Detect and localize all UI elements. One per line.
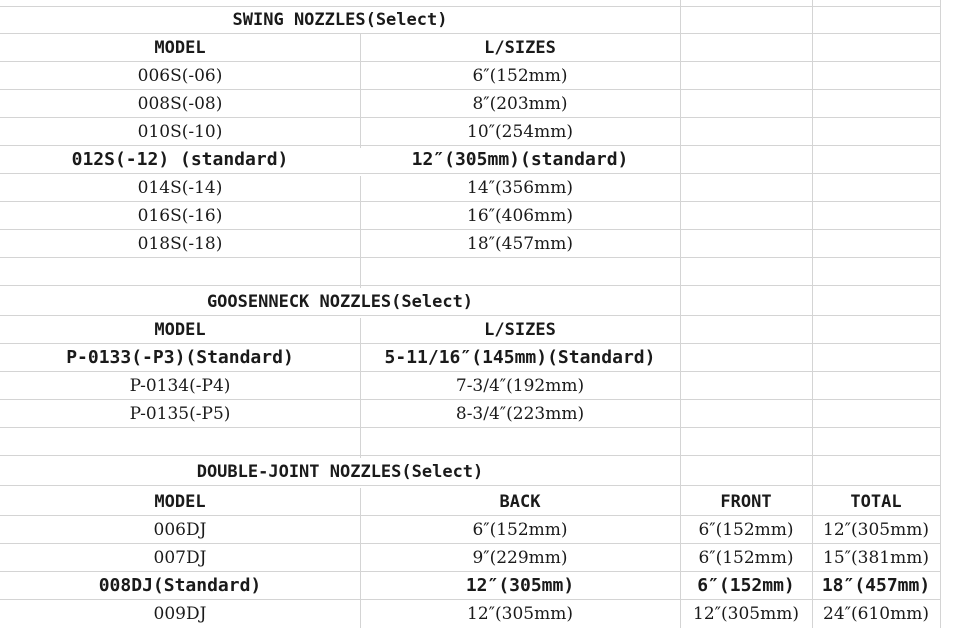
size-cell: 7-3/4″(192mm) [455, 375, 585, 396]
gooseneck-header-row [0, 316, 940, 344]
swing-title: SWING NOZZLES(Select) [232, 9, 448, 30]
model-cell: 006S(-06) [137, 65, 223, 86]
model-cell: 010S(-10) [137, 121, 223, 142]
model-cell: P-0134(-P4) [129, 375, 231, 396]
table-row [0, 372, 940, 400]
table-row-standard [0, 146, 940, 174]
size-cell: 8″(203mm) [472, 93, 568, 114]
table-row [0, 230, 940, 258]
swing-header-model: MODEL [154, 37, 206, 58]
table-row [0, 174, 940, 202]
size-cell: 6″(152mm) [472, 65, 568, 86]
gooseneck-header-model: MODEL [154, 319, 206, 340]
back-cell: 12″(305mm) [465, 575, 575, 596]
dj-header-front: FRONT [720, 491, 772, 512]
table-row [0, 544, 940, 572]
total-cell: 18″(457mm) [821, 575, 931, 596]
total-cell: 15″(381mm) [823, 547, 929, 568]
grid-line [940, 0, 941, 628]
model-cell: 007DJ [153, 547, 207, 568]
swing-header-size: L/SIZES [484, 37, 556, 58]
model-cell: P-0135(-P5) [129, 403, 231, 424]
spacer-row [0, 258, 940, 286]
total-cell: 12″(305mm) [823, 519, 929, 540]
double-joint-title-row [0, 458, 940, 486]
model-cell: P-0133(-P3)(Standard) [66, 347, 294, 368]
gooseneck-header-size: L/SIZES [484, 319, 556, 340]
swing-title-row [0, 6, 940, 34]
model-cell: 018S(-18) [137, 233, 223, 254]
table-row [0, 400, 940, 428]
table-row [0, 600, 940, 628]
front-cell: 6″(152mm) [698, 519, 794, 540]
model-cell: 009DJ [153, 604, 207, 624]
dj-header-total: TOTAL [850, 491, 902, 512]
table-row [0, 62, 940, 90]
back-cell: 6″(152mm) [472, 519, 568, 540]
model-cell: 012S(-12) (standard) [71, 149, 289, 170]
front-cell: 6″(152mm) [698, 547, 794, 568]
model-cell: 006DJ [153, 519, 207, 540]
total-cell: 24″(610mm) [823, 604, 929, 624]
back-cell: 9″(229mm) [472, 547, 568, 568]
spacer-row [0, 428, 940, 456]
double-joint-title: DOUBLE-JOINT NOZZLES(Select) [196, 461, 484, 482]
table-row-standard [0, 572, 940, 600]
back-cell: 12″(305mm) [467, 604, 573, 624]
table-row [0, 90, 940, 118]
gooseneck-title-row [0, 288, 940, 316]
size-cell: 8-3/4″(223mm) [455, 403, 585, 424]
size-cell: 5-11/16″(145mm)(Standard) [384, 347, 656, 368]
size-cell: 16″(406mm) [467, 205, 573, 226]
table-row [0, 516, 940, 544]
swing-header-row [0, 34, 940, 62]
front-cell: 6″(152mm) [697, 575, 795, 596]
double-joint-header-row [0, 488, 940, 516]
size-cell: 18″(457mm) [467, 233, 573, 254]
size-cell: 14″(356mm) [467, 177, 573, 198]
model-cell: 008DJ(Standard) [98, 575, 262, 596]
size-cell: 10″(254mm) [467, 121, 573, 142]
model-cell: 014S(-14) [137, 177, 223, 198]
table-row [0, 118, 940, 146]
dj-header-model: MODEL [154, 491, 206, 512]
table-row [0, 202, 940, 230]
front-cell: 12″(305mm) [693, 604, 799, 624]
gooseneck-title: GOOSENNECK NOZZLES(Select) [206, 291, 474, 312]
dj-header-back: BACK [499, 491, 541, 512]
size-cell: 12″(305mm)(standard) [411, 149, 629, 170]
table-row-standard [0, 344, 940, 372]
model-cell: 016S(-16) [137, 205, 223, 226]
model-cell: 008S(-08) [137, 93, 223, 114]
